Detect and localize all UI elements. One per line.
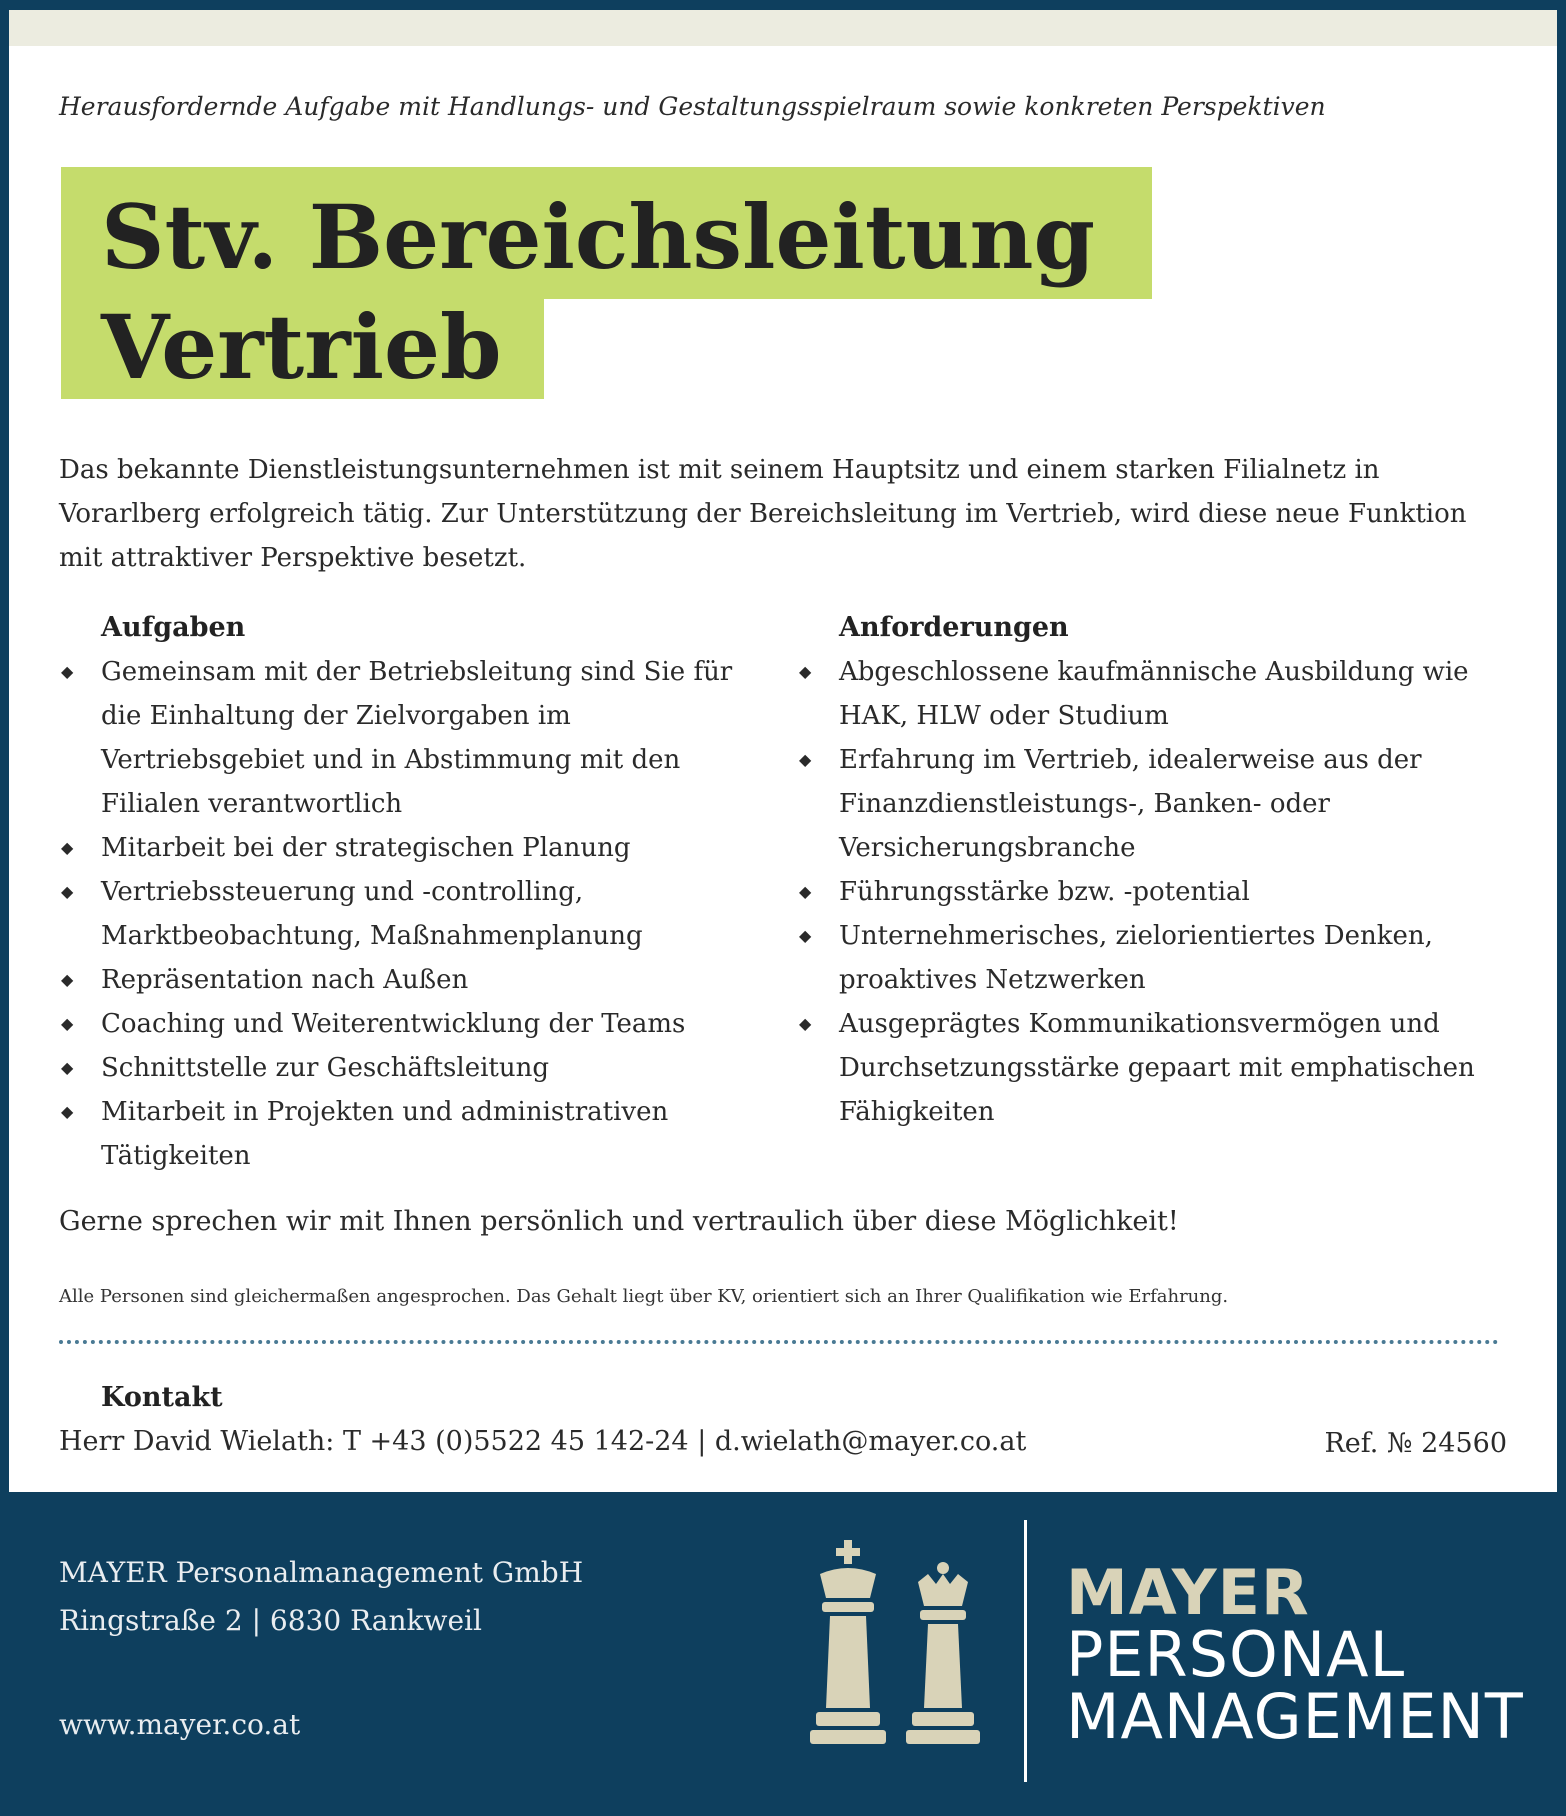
- anforderungen-list: [797, 650, 1527, 1134]
- list-item: ◆ Gemeinsam mit der Betriebsleitung sind Sie für die Einhaltung der Zielvorgaben im Vertriebsgebiet und in Abstimmung mit den Filialen verantwortlich: [59, 650, 759, 826]
- list-item: ◆ Abgeschlossene kaufmännische Ausbildung wie HAK, HLW oder Studium: [797, 650, 1527, 738]
- list-item: ◆ Mitarbeit in Projekten und administrativen Tätigkeiten: [59, 1090, 759, 1178]
- anforderungen-section: [797, 606, 1527, 1134]
- bullet-icon: ◆: [61, 838, 74, 857]
- logo-word-mayer: MAYER: [1066, 1556, 1310, 1629]
- chess-pieces-icon: [800, 1540, 990, 1745]
- bullet-icon: ◆: [799, 1014, 812, 1033]
- dotted-divider: [59, 1340, 1499, 1344]
- list-item: ◆ Coaching und Weiterentwicklung der Teams: [59, 1002, 759, 1046]
- job-title-line-1: Stv. Bereichsleitung: [101, 185, 1095, 289]
- footer-address: Ringstraße 2 | 6830 Rankweil: [59, 1604, 482, 1637]
- aufgaben-heading: Aufgaben: [101, 612, 246, 643]
- anforderungen-heading: Anforderungen: [839, 612, 1069, 643]
- bullet-icon: ◆: [799, 750, 812, 769]
- logo-word-management: MANAGEMENT: [1066, 1680, 1524, 1753]
- bullet-icon: ◆: [61, 662, 74, 681]
- bullet-icon: ◆: [61, 882, 74, 901]
- list-item: ◆ Unternehmerisches, zielorientiertes Denken, proaktives Netzwerken: [797, 914, 1527, 1002]
- bullet-icon: ◆: [61, 1058, 74, 1077]
- bullet-icon: ◆: [799, 882, 812, 901]
- logo-word-personal: PERSONAL: [1066, 1618, 1406, 1691]
- aufgaben-list: [59, 650, 759, 1178]
- list-item: ◆ Führungsstärke bzw. -potential: [797, 870, 1527, 914]
- bullet-icon: ◆: [61, 970, 74, 989]
- intro-paragraph: Das bekannte Dienstleistungsunternehmen ist mit seinem Hauptsitz und einem starken Filialnetz in Vorarlberg erfolgreich tätig. Zur Unterstützung der Bereichsleitung im Vertrieb, wird diese neue Funktion mit attraktiver Perspektive besetzt.: [59, 455, 1467, 573]
- aufgaben-section: [59, 606, 759, 1178]
- list-item: ◆ Schnittstelle zur Geschäftsleitung: [59, 1046, 759, 1090]
- job-title-line-2: Vertrieb: [101, 295, 502, 399]
- footer-website-link[interactable]: www.mayer.co.at: [59, 1708, 301, 1741]
- logo-divider: [1024, 1520, 1027, 1782]
- tagline: Herausfordernde Aufgabe mit Handlungs- und Gestaltungsspielraum sowie konkreten Perspektiven: [59, 92, 1326, 121]
- bullet-icon: ◆: [61, 1102, 74, 1121]
- bullet-icon: ◆: [61, 1014, 74, 1033]
- bullet-icon: ◆: [799, 926, 812, 945]
- list-item: ◆ Ausgeprägtes Kommunikationsvermögen und Durchsetzungsstärke gepaart mit emphatischen Fähigkeiten: [797, 1002, 1527, 1134]
- fineprint: Alle Personen sind gleichermaßen angesprochen. Das Gehalt liegt über KV, orientiert sich an Ihrer Qualifikation wie Erfahrung.: [59, 1286, 1229, 1307]
- contact-details: Herr David Wielath: T +43 (0)5522 45 142-24 | d.wielath@mayer.co.at: [59, 1426, 1027, 1457]
- reference-number: Ref. № 24560: [1324, 1428, 1507, 1459]
- list-item: ◆ Vertriebssteuerung und -controlling, Marktbeobachtung, Maßnahmenplanung: [59, 870, 759, 958]
- top-band: [9, 10, 1557, 46]
- closing-statement: Gerne sprechen wir mit Ihnen persönlich und vertraulich über diese Möglichkeit!: [59, 1206, 1179, 1237]
- bullet-icon: ◆: [799, 662, 812, 681]
- contact-heading: Kontakt: [101, 1382, 223, 1413]
- list-item: ◆ Repräsentation nach Außen: [59, 958, 759, 1002]
- list-item: ◆ Erfahrung im Vertrieb, idealerweise aus der Finanzdienstleistungs-, Banken- oder Versicherungsbranche: [797, 738, 1527, 870]
- footer-company: MAYER Personalmanagement GmbH: [59, 1556, 584, 1589]
- list-item: ◆ Mitarbeit bei der strategischen Planung: [59, 826, 759, 870]
